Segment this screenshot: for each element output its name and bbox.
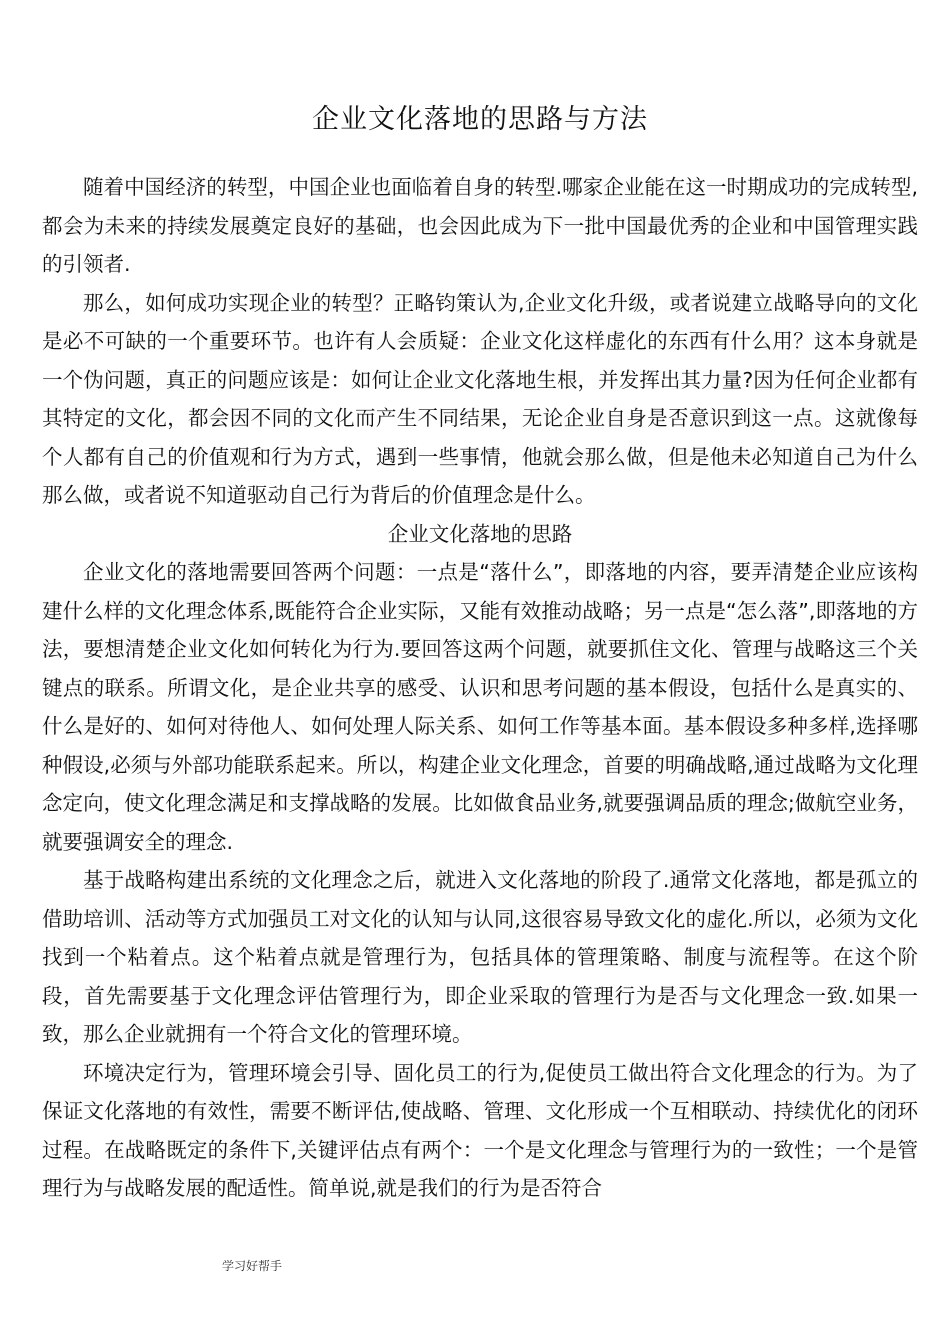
paragraph-environment-behavior: 环境决定行为，管理环境会引导、固化员工的行为,促使员工做出符合文化理念的行为。为了保证文化落地的有效性，需要不断评估,使战略、管理、文化形成一个互相联动、持续优化的闭环过程。在战略既定的条件下,关键评估点有两个：一个是文化理念与管理行为的一致性；一个是管理行为与战略发展的配适性。简单说,就是我们的行为是否符合 — [42, 1060, 918, 1200]
footer-note: 学习好帮手 — [222, 1259, 283, 1273]
document-body — [42, 168, 918, 1208]
document-title: 企业文化落地的思路与方法 — [312, 104, 648, 135]
paragraph-transformation: 那么，如何成功实现企业的转型？正略钧策认为,企业文化升级，或者说建立战略导向的文化是必不可缺的一个重要环节。也许有人会质疑：企业文化这样虚化的东西有什么用？这本身就是一个伪问题，真正的问题应该是：如何让企业文化落地生根，并发挥出其力量?因为任何企业都有其特定的文化，都会因不同的文化而产生不同结果，无论企业自身是否意识到这一点。这就像每个人都有自己的价值观和行为方式，遇到一些事情，他就会那么做，但是他未必知道自己为什么那么做，或者说不知道驱动自己行为背后的价值理念是什么。 — [42, 290, 918, 507]
section-heading: 企业文化落地的思路 — [387, 521, 573, 546]
paragraph-two-questions: 企业文化的落地需要回答两个问题：一点是“落什么”，即落地的内容，要弄清楚企业应该构建什么样的文化理念体系,既能符合企业实际，又能有效推动战略；另一点是“怎么落”,即落地的方法，要想清楚企业文化如何转化为行为.要回答这两个问题，就要抓住文化、管理与战略这三个关键点的联系。所谓文化，是企业共享的感受、认识和思考问题的基本假设，包括什么是真实的、什么是好的、如何对待他人、如何处理人际关系、如何工作等基本面。基本假设多种多样,选择哪种假设,必须与外部功能联系起来。所以，构建企业文化理念，首要的明确战略,通过战略为文化理念定向，使文化理念满足和支撑战略的发展。比如做食品业务,就要强调品质的理念;做航空业务，就要强调安全的理念. — [42, 560, 918, 854]
paragraph-landing-stage: 基于战略构建出系统的文化理念之后，就进入文化落地的阶段了.通常文化落地，都是孤立的借助培训、活动等方式加强员工对文化的认知与认同,这很容易导致文化的虚化.所以，必须为文化找到一个粘着点。这个粘着点就是管理行为，包括具体的管理策略、制度与流程等。在这个阶段，首先需要基于文化理念评估管理行为，即企业采取的管理行为是否与文化理念一致.如果一致，那么企业就拥有一个符合文化的管理环境。 — [42, 868, 918, 1046]
paragraph-intro: 随着中国经济的转型，中国企业也面临着自身的转型.哪家企业能在这一时期成功的完成转型,都会为未来的持续发展奠定良好的基础，也会因此成为下一批中国最优秀的企业和中国管理实践的引领者. — [42, 175, 918, 276]
